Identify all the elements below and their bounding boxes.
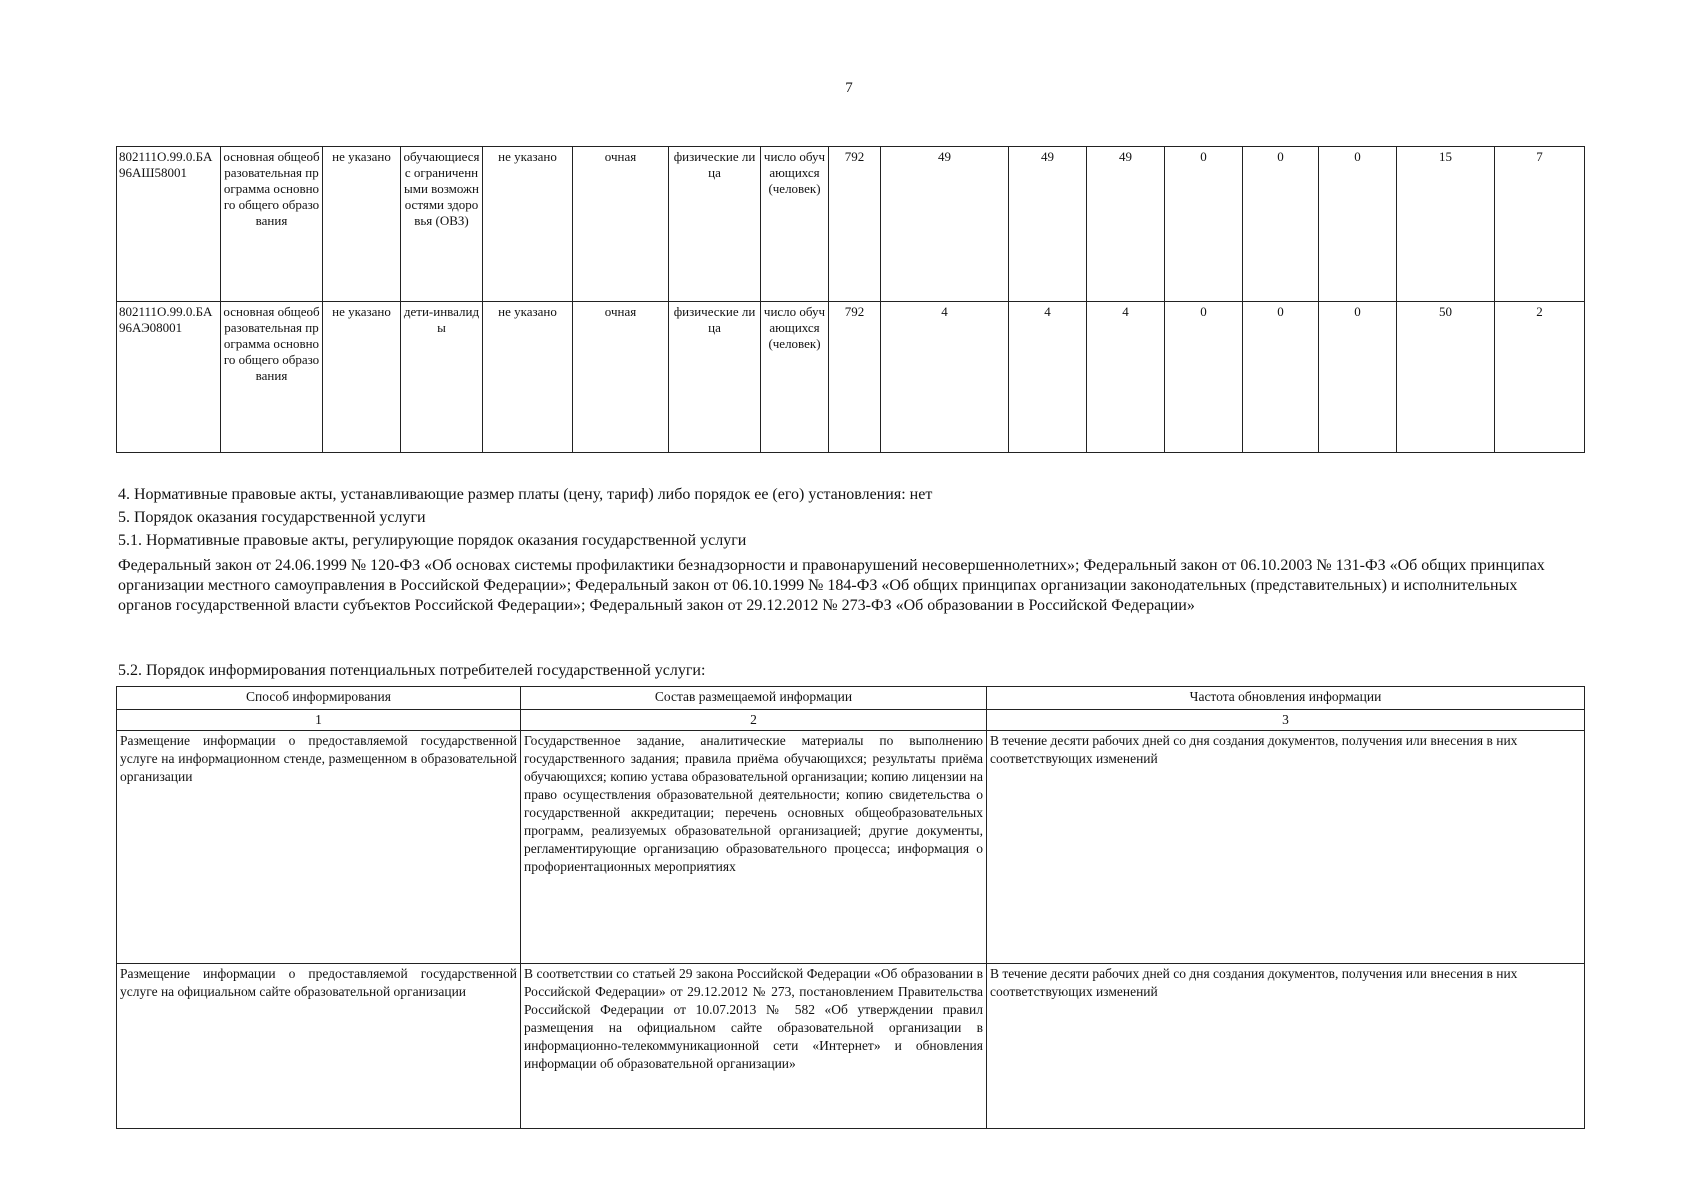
registry-code: 802111О.99.0.БА96АЭ08001 bbox=[117, 302, 221, 453]
update-frequency: В течение десяти рабочих дней со дня создания документов, получения или внесения в них соответствующих изменений bbox=[987, 731, 1585, 964]
laws-paragraph: Федеральный закон от 24.06.1999 № 120-ФЗ «Об основах системы профилактики безнадзорности и правонарушений несовершеннолетних»; Федеральный закон от 06.10.2003 № 131-ФЗ «Об общих принципах организации местного самоуправления в Российской Федерации»; Федеральный закон от 06.10.1999 № 184-ФЗ «Об общих принципах организации законодательных (представительных) и исполнительных органов государственной власти субъектов Российской Федерации»; Федеральный закон от 29.12.2012 № 273-ФЗ «Об образовании в Российской Федерации» bbox=[118, 557, 1545, 614]
indicator-cell: не указано bbox=[483, 147, 573, 302]
unit-cell: число обучающихся (человек) bbox=[761, 302, 829, 453]
information-content: Государственное задание, аналитические материалы по выполнению государственного задания; правила приёма обучающихся; результаты приёма обучающихся; копию устава образовательной организации; копию лицензии на право осуществления образовательной деятельности; копию свидетельства о государственной аккредитации; перечень основных общеобразовательных программ, реализуемых образовательной организацией; другие документы, регламентирующие организацию образовательного процесса; информация о профориентационных мероприятиях bbox=[521, 731, 987, 964]
column-number: 1 bbox=[117, 710, 521, 731]
consumer-category: обучающиеся с ограниченными возможностями здоровья (ОВЗ) bbox=[401, 147, 483, 302]
unit-cell: число обучающихся (человек) bbox=[761, 147, 829, 302]
indicator-cell: не указано bbox=[483, 302, 573, 453]
indicator-cell: не указано bbox=[323, 147, 401, 302]
information-content: В соответствии со статьей 29 закона Российской Федерации «Об образовании в Российской Федерации» от 29.12.2012 № 273, постановлением Правительства Российской Федерации от 10.07.2013 № 582 «Об утверждении правил размещения на официальном сайте образовательной организации в информационно-телекоммуникационной сети «Интернет» и обновления информации об образовательной организации» bbox=[521, 964, 987, 1129]
indicator-cell: не указано bbox=[323, 302, 401, 453]
column-number: 3 bbox=[987, 710, 1585, 731]
program-name: основная общеобразовательная программа основного общего образования bbox=[221, 147, 323, 302]
registry-code: 802111О.99.0.БА96АШ58001 bbox=[117, 147, 221, 302]
table-header-row bbox=[117, 687, 1585, 710]
informing-table bbox=[116, 686, 1585, 1129]
section-5-1-heading: 5.1. Нормативные правовые акты, регулирующие порядок оказания государственной услуги bbox=[118, 532, 747, 549]
value-cell: 0 bbox=[1319, 147, 1397, 302]
value-cell: 0 bbox=[1165, 302, 1243, 453]
value-cell: 49 bbox=[1009, 147, 1087, 302]
value-cell: 0 bbox=[1165, 147, 1243, 302]
page-number: 7 bbox=[845, 80, 853, 96]
value-cell: 4 bbox=[1087, 302, 1165, 453]
value-cell: 49 bbox=[881, 147, 1009, 302]
value-cell: 15 bbox=[1397, 147, 1495, 302]
services-table bbox=[116, 146, 1585, 453]
section-4-heading: 4. Нормативные правовые акты, устанавливающие размер платы (цену, тариф) либо порядок ее (его) установления: нет bbox=[118, 486, 933, 503]
table-row bbox=[117, 147, 1585, 302]
value-cell: 0 bbox=[1243, 147, 1319, 302]
value-cell: 4 bbox=[881, 302, 1009, 453]
value-cell: 50 bbox=[1397, 302, 1495, 453]
column-number-row bbox=[117, 710, 1585, 731]
value-cell: 49 bbox=[1087, 147, 1165, 302]
section-5-2-heading: 5.2. Порядок информирования потенциальных потребителей государственной услуги: bbox=[118, 662, 706, 679]
value-cell: 2 bbox=[1495, 302, 1585, 453]
column-number: 2 bbox=[521, 710, 987, 731]
consumer-category: дети-инвалиды bbox=[401, 302, 483, 453]
value-cell: 7 bbox=[1495, 147, 1585, 302]
update-frequency: В течение десяти рабочих дней со дня создания документов, получения или внесения в них соответствующих изменений bbox=[987, 964, 1585, 1129]
column-header: Частота обновления информации bbox=[987, 687, 1585, 710]
value-cell: 0 bbox=[1243, 302, 1319, 453]
column-header: Состав размещаемой информации bbox=[521, 687, 987, 710]
program-name: основная общеобразовательная программа основного общего образования bbox=[221, 302, 323, 453]
table-row bbox=[117, 731, 1585, 964]
education-form: очная bbox=[573, 302, 669, 453]
value-cell: 4 bbox=[1009, 302, 1087, 453]
okei-code: 792 bbox=[829, 147, 881, 302]
table-row bbox=[117, 964, 1585, 1129]
informing-method: Размещение информации о предоставляемой государственной услуге на информационном стенде, размещенном в образовательной организации bbox=[117, 731, 521, 964]
okei-code: 792 bbox=[829, 302, 881, 453]
informing-method: Размещение информации о предоставляемой государственной услуге на официальном сайте образовательной организации bbox=[117, 964, 521, 1129]
column-header: Способ информирования bbox=[117, 687, 521, 710]
consumers-cell: физические лица bbox=[669, 147, 761, 302]
consumers-cell: физические лица bbox=[669, 302, 761, 453]
value-cell: 0 bbox=[1319, 302, 1397, 453]
section-5-heading: 5. Порядок оказания государственной услуги bbox=[118, 509, 426, 526]
table-row bbox=[117, 302, 1585, 453]
education-form: очная bbox=[573, 147, 669, 302]
